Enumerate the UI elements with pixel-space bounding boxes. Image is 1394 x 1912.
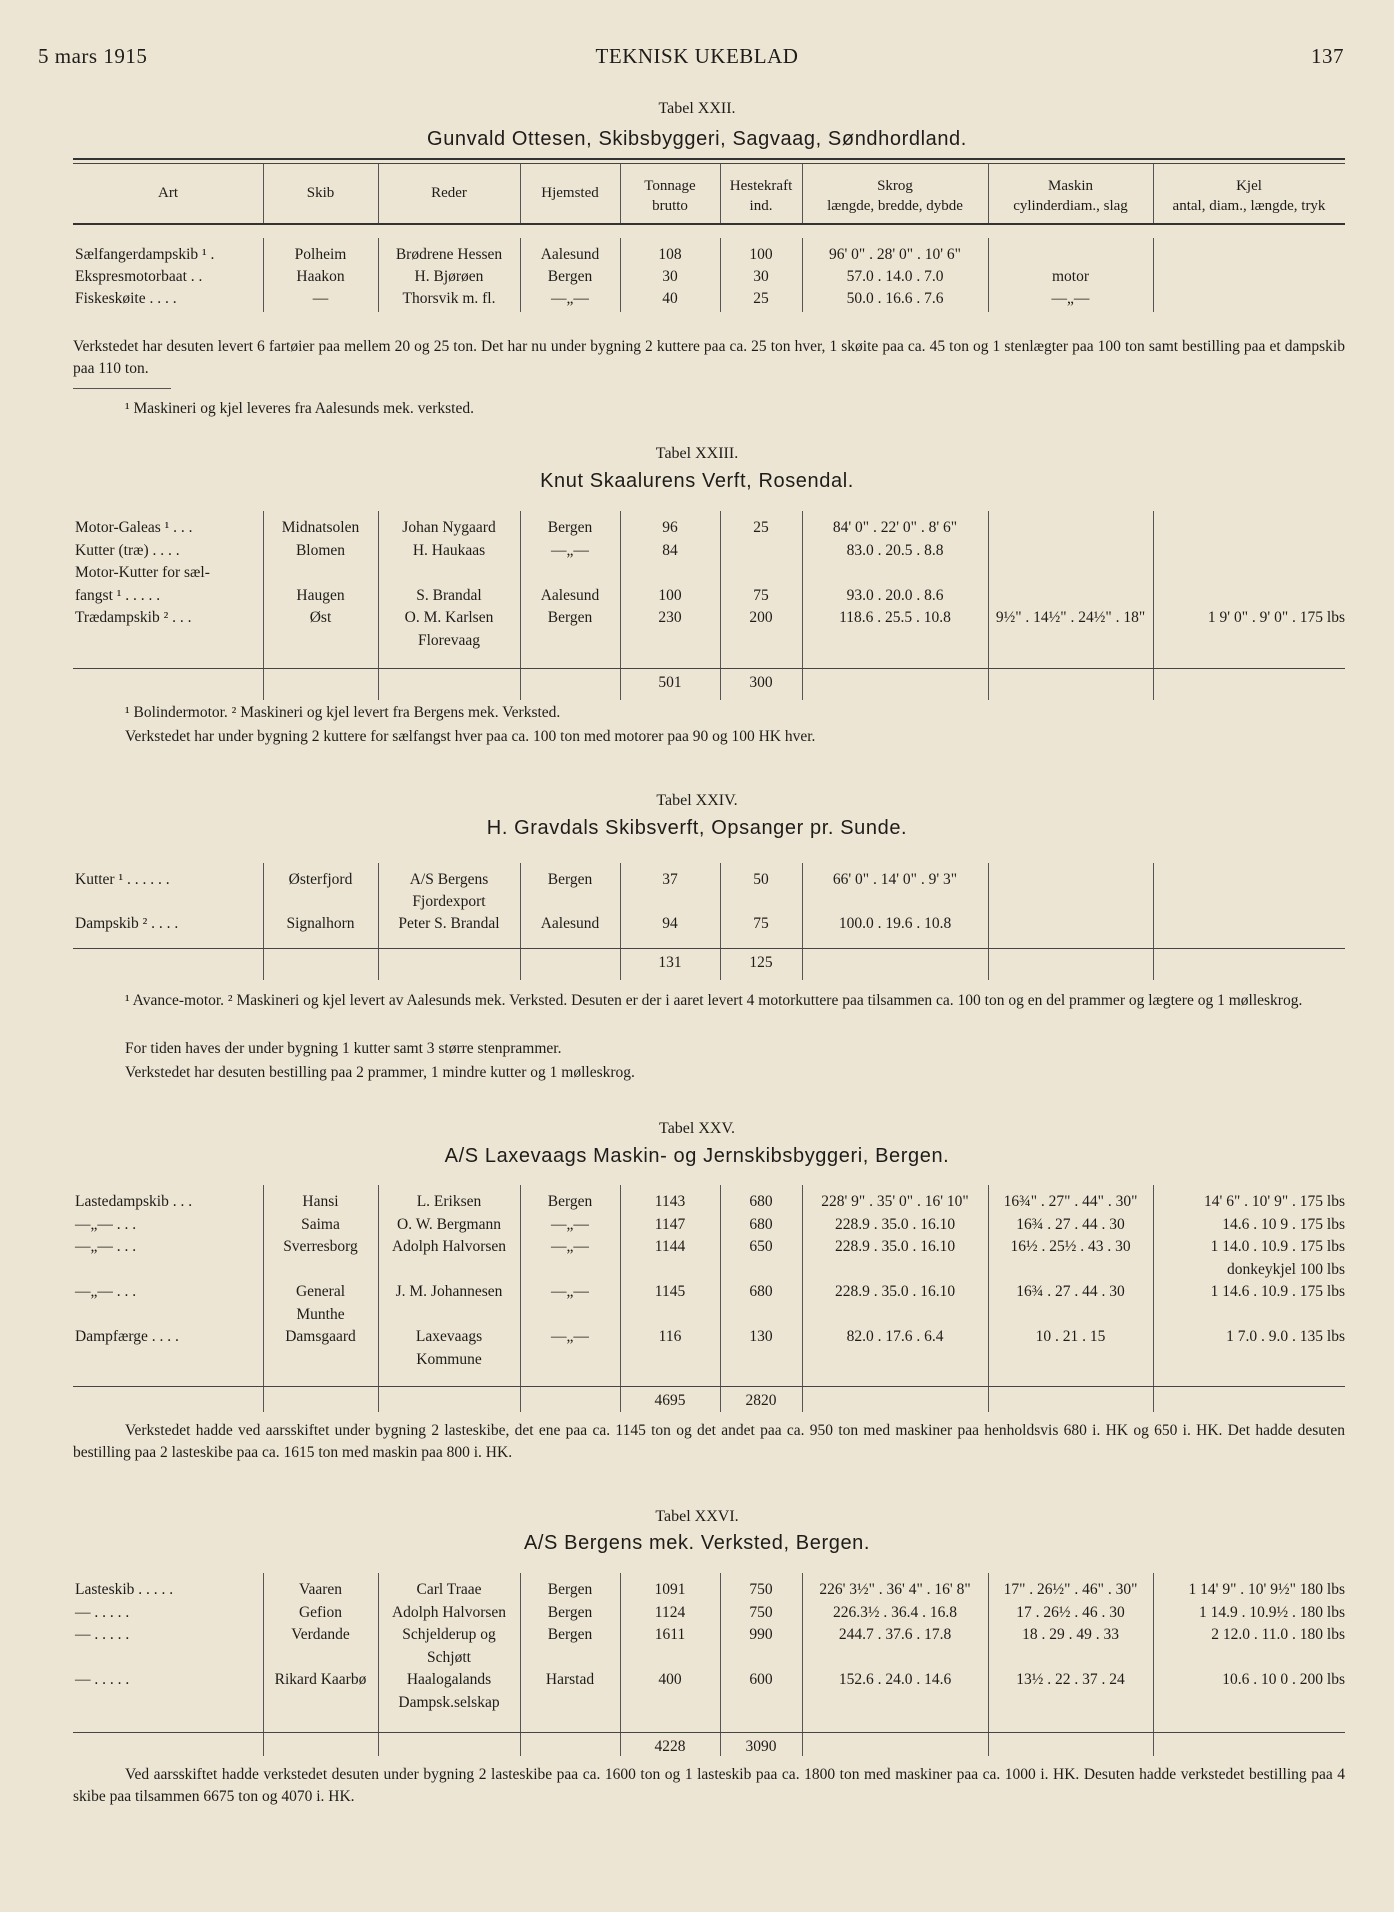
footnote-rule bbox=[73, 388, 171, 389]
table-sum-hk: 125 bbox=[749, 954, 773, 971]
table-cell-hk: 600 bbox=[749, 1671, 773, 1688]
table-cell-skrog: 228.9 . 35.0 . 16.10 bbox=[834, 1238, 956, 1255]
vline bbox=[1153, 511, 1154, 700]
table-cell-hjemsted: Bergen bbox=[547, 1626, 593, 1643]
vline bbox=[1153, 1573, 1154, 1756]
table-cell-skib: Sverresborg bbox=[283, 1238, 358, 1255]
vline bbox=[720, 1573, 721, 1756]
table-cell-reder: L. Eriksen bbox=[416, 1193, 482, 1210]
table-cell-art: —„— . . . bbox=[75, 1215, 137, 1233]
table-cell-hjemsted: Harstad bbox=[545, 1671, 595, 1688]
col-header-reder: Reder bbox=[431, 185, 467, 201]
vline bbox=[802, 863, 803, 980]
table-cell-skrog: 152.6 . 24.0 . 14.6 bbox=[838, 1671, 952, 1688]
table-cell-hjemsted: —„— bbox=[551, 1328, 589, 1345]
table-cell-reder: J. M. Johannesen bbox=[395, 1283, 503, 1300]
table-cell-maskin: 18 . 29 . 49 . 33 bbox=[1022, 1626, 1119, 1643]
col-header-skib: Skib bbox=[306, 185, 335, 201]
table-cell-hk: 130 bbox=[749, 1328, 773, 1345]
table-cell-kjel: 1 14.0 . 10.9 . 175 lbs bbox=[1210, 1238, 1345, 1255]
table-cell-tonnage: 96 bbox=[662, 519, 678, 536]
table-cell-skrog: 226' 3½" . 36' 4" . 16' 8" bbox=[819, 1581, 971, 1598]
table-25-label: Tabel XXV. bbox=[659, 1120, 735, 1137]
table-cell-hjemsted: —„— bbox=[551, 1238, 589, 1255]
table-cell-tonnage: 100 bbox=[658, 586, 682, 604]
table-cell-hk: 75 bbox=[753, 915, 769, 932]
table-cell-maskin: 13½ . 22 . 37 . 24 bbox=[1016, 1671, 1125, 1688]
table-cell-reder: H. Haukaas bbox=[412, 541, 486, 559]
table-cell-hk: 30 bbox=[753, 268, 769, 285]
table-cell-tonnage: 400 bbox=[658, 1671, 682, 1688]
table-cell-art: Lasteskib . . . . . bbox=[75, 1581, 174, 1598]
table-cell-art: Trædampskib ² . . . bbox=[75, 609, 192, 626]
vline bbox=[378, 238, 379, 312]
table-cell-art: Motor-Kutter for sæl- bbox=[75, 564, 210, 581]
table-cell-hjemsted: —„— bbox=[551, 290, 589, 307]
table-cell-hjemsted: —„— bbox=[551, 1215, 589, 1233]
table-cell-art: —„— . . . bbox=[75, 1283, 137, 1300]
vline bbox=[263, 238, 264, 312]
table-cell-reder: Laxevaags bbox=[415, 1328, 483, 1345]
table-cell-art: — . . . . . bbox=[75, 1671, 130, 1688]
table-cell-hk: 650 bbox=[749, 1238, 773, 1255]
col-header-art: Art bbox=[158, 185, 178, 201]
table-cell-art: Lastedampskib . . . bbox=[75, 1193, 193, 1210]
table-cell-reder: Fjordexport bbox=[412, 893, 486, 910]
table-cell-hk: 200 bbox=[749, 609, 773, 626]
table-cell-hk: 680 bbox=[749, 1283, 773, 1300]
table-cell-hjemsted: —„— bbox=[551, 541, 589, 559]
table-cell-maskin: 10 . 21 . 15 bbox=[1035, 1328, 1106, 1345]
col-header-kjel bbox=[1153, 176, 1345, 216]
table-cell-hjemsted: Bergen bbox=[547, 1603, 593, 1621]
table-cell-tonnage: 1147 bbox=[654, 1215, 686, 1233]
vline bbox=[263, 863, 264, 980]
table-cell-hk: 75 bbox=[753, 586, 769, 604]
table-cell-skrog: 228.9 . 35.0 . 16.10 bbox=[834, 1283, 956, 1300]
table-cell-reder: Johan Nygaard bbox=[402, 519, 496, 536]
sum-rule bbox=[73, 948, 1345, 949]
table-cell-hk: 750 bbox=[749, 1581, 773, 1598]
table-cell-skib: Østerfjord bbox=[288, 871, 353, 888]
table-cell-art: Ekspresmotorbaat . . bbox=[75, 268, 203, 285]
vline bbox=[378, 511, 379, 700]
table-cell-maskin: 16¾" . 27" . 44" . 30" bbox=[1003, 1193, 1138, 1210]
vline bbox=[378, 164, 379, 223]
table-cell-skib: Saima bbox=[301, 1215, 340, 1233]
table-cell-skib: Blomen bbox=[295, 541, 346, 559]
table-cell-hk: 100 bbox=[749, 246, 773, 263]
table-cell-art: Kutter (træ) . . . . bbox=[75, 541, 180, 559]
vline bbox=[378, 863, 379, 980]
col-header-tonnage-line2: brutto bbox=[652, 198, 688, 214]
vline bbox=[620, 1573, 621, 1756]
table-cell-skib: Midnatsolen bbox=[281, 519, 360, 536]
table-cell-tonnage: 84 bbox=[662, 541, 678, 559]
table-22-text: Verkstedet har desuten levert 6 fartøier paa mellem 20 og 25 ton. Det har nu under bygning 2 kuttere paa ca. 25 ton hver, 1 skøite paa ca. 45 ton og 1 stenlægter paa 100 ton samt bestilling paa et dampskib paa 110 ton. bbox=[73, 338, 1345, 377]
table-cell-tonnage: 1124 bbox=[654, 1603, 686, 1621]
vline bbox=[802, 511, 803, 700]
vline bbox=[520, 511, 521, 700]
vline bbox=[1153, 238, 1154, 312]
vline bbox=[988, 1573, 989, 1756]
table-cell-maskin: 16¾ . 27 . 44 . 30 bbox=[1016, 1215, 1125, 1233]
table-cell-hjemsted: Aalesund bbox=[540, 915, 600, 932]
table-23-footnote: ¹ Bolindermotor. ² Maskineri og kjel levert fra Bergens mek. Verksted. bbox=[125, 704, 561, 721]
table-cell-skrog: 93.0 . 20.0 . 8.6 bbox=[846, 586, 944, 604]
table-cell-reder: H. Bjørøen bbox=[414, 268, 484, 285]
table-cell-reder: Thorsvik m. fl. bbox=[402, 290, 496, 307]
table-cell-reder: A/S Bergens bbox=[409, 871, 489, 888]
table-sum-tonnage: 131 bbox=[658, 954, 682, 971]
table-cell-kjel: 2 12.0 . 11.0 . 180 lbs bbox=[1211, 1626, 1345, 1643]
table-cell-maskin: 16¾ . 27 . 44 . 30 bbox=[1016, 1283, 1125, 1300]
vline bbox=[620, 238, 621, 312]
col-header-skrog-line1: Skrog bbox=[877, 178, 913, 194]
table-cell-skrog: 66' 0" . 14' 0" . 9' 3" bbox=[832, 871, 958, 888]
table-cell-reder: Adolph Halvorsen bbox=[391, 1238, 507, 1255]
col-header-maskin-line2: cylinderdiam., slag bbox=[1013, 198, 1128, 214]
sum-rule bbox=[73, 1386, 1345, 1387]
vline bbox=[520, 164, 521, 223]
table-cell-skrog: 226.3½ . 36.4 . 16.8 bbox=[833, 1603, 957, 1621]
vline bbox=[1153, 1185, 1154, 1412]
table-cell-skrog: 96' 0" . 28' 0" . 10' 6" bbox=[829, 246, 961, 263]
table-cell-reder: S. Brandal bbox=[416, 586, 482, 604]
col-header-maskin-line1: Maskin bbox=[1048, 178, 1093, 194]
vline bbox=[802, 164, 803, 223]
table-cell-skib: Damsgaard bbox=[285, 1328, 356, 1345]
table-cell-skrog: 228' 9" . 35' 0" . 16' 10" bbox=[821, 1193, 969, 1210]
table-22-label: Tabel XXII. bbox=[658, 100, 736, 117]
table-cell-maskin: 16½ . 25½ . 43 . 30 bbox=[1010, 1238, 1131, 1255]
table-cell-skib: Signalhorn bbox=[286, 915, 355, 932]
table-cell-art: Kutter ¹ . . . . . . bbox=[75, 871, 170, 888]
table-cell-skib: Hansi bbox=[302, 1193, 339, 1210]
table-cell-skib: General bbox=[295, 1283, 346, 1300]
sum-rule bbox=[73, 1732, 1345, 1733]
table-cell-tonnage: 1144 bbox=[654, 1238, 686, 1255]
table-cell-skrog: 100.0 . 19.6 . 10.8 bbox=[838, 915, 952, 932]
table-cell-tonnage: 1091 bbox=[654, 1581, 686, 1598]
table-sum-tonnage: 4695 bbox=[654, 1392, 686, 1409]
table-cell-skrog: 228.9 . 35.0 . 16.10 bbox=[834, 1215, 956, 1233]
table-cell-skrog: 118.6 . 25.5 . 10.8 bbox=[839, 609, 951, 626]
vline bbox=[720, 164, 721, 223]
table-cell-hk: 50 bbox=[753, 871, 769, 888]
table-cell-art: Dampfærge . . . . bbox=[75, 1328, 179, 1345]
table-cell-hjemsted: Aalesund bbox=[540, 586, 600, 604]
table-26-text: Ved aarsskiftet hadde verkstedet desuten under bygning 2 lasteskibe paa ca. 1600 ton og 1 lasteskib paa ca. 1800 ton med maskiner paa ca. 1000 i. HK. Desuten hadde verkstedet bestilling paa 4 skibe paa tilsammen 6675 ton og 4070 i. HK. bbox=[73, 1766, 1345, 1805]
table-cell-reder: Florevaag bbox=[418, 631, 480, 649]
table-22-top-rule bbox=[73, 158, 1345, 160]
table-cell-kjel: 14' 6" . 10' 9" . 175 lbs bbox=[1204, 1193, 1345, 1210]
vline bbox=[720, 1185, 721, 1412]
table-sum-hk: 3090 bbox=[745, 1738, 777, 1755]
table-25-title: A/S Laxevaags Maskin- og Jernskibsbyggeri, Bergen. bbox=[444, 1145, 950, 1167]
table-cell-skib: Polheim bbox=[294, 246, 347, 263]
table-22-footnote: ¹ Maskineri og kjel leveres fra Aalesunds mek. verksted. bbox=[125, 400, 474, 417]
table-cell-reder: Carl Traae bbox=[416, 1581, 482, 1598]
vline bbox=[520, 1573, 521, 1756]
vline bbox=[263, 1185, 264, 1412]
table-cell-reder: O. W. Bergmann bbox=[397, 1215, 501, 1233]
table-cell-tonnage: 94 bbox=[662, 915, 678, 932]
vline bbox=[988, 1185, 989, 1412]
table-24-label: Tabel XXIV. bbox=[656, 792, 738, 809]
col-header-hestekraft-line2: ind. bbox=[749, 198, 773, 214]
table-cell-skrog: 84' 0" . 22' 0" . 8' 6" bbox=[832, 519, 958, 536]
table-cell-tonnage: 40 bbox=[662, 290, 678, 307]
col-header-tonnage-line1: Tonnage bbox=[644, 178, 696, 194]
table-23-label: Tabel XXIII. bbox=[655, 445, 739, 462]
vline bbox=[720, 511, 721, 700]
table-26-label: Tabel XXVI. bbox=[655, 1508, 739, 1525]
table-cell-kjel: 1 14' 9" . 10' 9½" 180 lbs bbox=[1188, 1581, 1345, 1598]
table-cell-maskin: 9½" . 14½" . 24½" . 18" bbox=[995, 609, 1146, 626]
table-cell-hjemsted: Bergen bbox=[547, 268, 593, 285]
table-cell-skib: Øst bbox=[309, 609, 332, 626]
table-24-title: H. Gravdals Skibsverft, Opsanger pr. Sunde. bbox=[486, 817, 908, 839]
table-cell-art: — . . . . . bbox=[75, 1626, 130, 1643]
table-cell-reder: Haalogalands bbox=[406, 1671, 492, 1688]
vline bbox=[802, 1185, 803, 1412]
table-cell-skrog: 83.0 . 20.5 . 8.8 bbox=[846, 541, 944, 559]
table-cell-hjemsted: Aalesund bbox=[540, 246, 600, 263]
table-cell-maskin: motor bbox=[1051, 268, 1090, 285]
vline bbox=[988, 863, 989, 980]
table-sum-tonnage: 4228 bbox=[654, 1738, 686, 1755]
table-cell-skib: Vaaren bbox=[298, 1581, 343, 1598]
vline bbox=[378, 1573, 379, 1756]
table-sum-hk: 300 bbox=[749, 674, 773, 691]
table-cell-art: fangst ¹ . . . . . bbox=[75, 586, 161, 604]
col-header-hestekraft-line1: Hestekraft bbox=[729, 178, 793, 194]
table-cell-skrog: 82.0 . 17.6 . 6.4 bbox=[846, 1328, 944, 1345]
header-journal: TEKNISK UKEBLAD bbox=[595, 44, 799, 68]
table-cell-reder: Dampsk.selskap bbox=[398, 1693, 500, 1711]
col-header-skrog bbox=[802, 176, 988, 216]
table-cell-hk: 990 bbox=[749, 1626, 773, 1643]
table-cell-skib: Munthe bbox=[296, 1305, 345, 1323]
vline bbox=[1153, 863, 1154, 980]
table-cell-hjemsted: Bergen bbox=[547, 1581, 593, 1598]
table-cell-kjel: 1 7.0 . 9.0 . 135 lbs bbox=[1226, 1328, 1345, 1345]
table-cell-kjel: 1 14.6 . 10.9 . 175 lbs bbox=[1210, 1283, 1345, 1300]
table-cell-kjel: donkeykjel 100 lbs bbox=[1227, 1260, 1345, 1278]
vline bbox=[988, 238, 989, 312]
table-cell-skib: Haakon bbox=[296, 268, 345, 285]
sum-rule bbox=[73, 668, 1345, 669]
vline bbox=[263, 1573, 264, 1756]
table-cell-art: Sælfangerdampskib ¹ . bbox=[75, 246, 215, 263]
table-cell-hjemsted: Bergen bbox=[547, 519, 593, 536]
table-cell-hk: 680 bbox=[749, 1215, 773, 1233]
table-cell-tonnage: 116 bbox=[658, 1328, 682, 1345]
vline bbox=[720, 238, 721, 312]
table-cell-art: Fiskeskøite . . . . bbox=[75, 290, 177, 307]
vline bbox=[1153, 164, 1154, 223]
table-cell-kjel: 14.6 . 10 9 . 175 lbs bbox=[1222, 1215, 1345, 1233]
table-cell-reder: Kommune bbox=[416, 1350, 482, 1368]
vline bbox=[802, 1573, 803, 1756]
table-sum-tonnage: 501 bbox=[658, 674, 682, 691]
vline bbox=[620, 511, 621, 700]
header-page-number: 137 bbox=[1311, 44, 1344, 68]
col-header-maskin bbox=[988, 176, 1153, 216]
col-header-kjel-line2: antal, diam., længde, tryk bbox=[1172, 198, 1326, 214]
table-cell-tonnage: 230 bbox=[658, 609, 682, 626]
table-cell-tonnage: 1145 bbox=[654, 1283, 686, 1300]
table-22-header-rule bbox=[73, 223, 1345, 225]
col-header-kjel-line1: Kjel bbox=[1236, 178, 1262, 194]
table-24-text-2: Verkstedet har desuten bestilling paa 2 prammer, 1 mindre kutter og 1 mølleskrog. bbox=[125, 1064, 635, 1081]
vline bbox=[263, 164, 264, 223]
table-cell-tonnage: 30 bbox=[662, 268, 678, 285]
table-cell-kjel: 10.6 . 10 0 . 200 lbs bbox=[1222, 1671, 1345, 1688]
table-cell-skrog: 50.0 . 16.6 . 7.6 bbox=[846, 290, 944, 307]
vline bbox=[520, 1185, 521, 1412]
table-cell-kjel: 1 14.9 . 10.9½ . 180 lbs bbox=[1199, 1603, 1345, 1621]
table-23-text: Verkstedet har under bygning 2 kuttere for sælfangst hver paa ca. 100 ton med motorer paa 90 og 100 HK hver. bbox=[125, 728, 816, 745]
col-header-hestekraft bbox=[720, 176, 802, 216]
table-cell-reder: Brødrene Hessen bbox=[395, 246, 503, 263]
vline bbox=[988, 164, 989, 223]
table-25-text: Verkstedet hadde ved aarsskiftet under bygning 2 lasteskibe, det ene paa ca. 1145 ton og det andet paa ca. 950 ton med maskiner paa henholdsvis 680 i. HK og 650 i. HK. Det hadde desuten bestilling paa 2 lasteskibe paa ca. 1615 ton med maskin paa 800 i. HK. bbox=[73, 1422, 1345, 1461]
table-cell-art: — . . . . . bbox=[75, 1603, 130, 1621]
vline bbox=[378, 1185, 379, 1412]
col-header-tonnage bbox=[620, 176, 720, 216]
table-22-title: Gunvald Ottesen, Skibsbyggeri, Sagvaag, Søndhordland. bbox=[427, 128, 967, 150]
table-cell-art: Dampskib ² . . . . bbox=[75, 915, 179, 932]
table-cell-hjemsted: Bergen bbox=[547, 609, 593, 626]
table-24-footnote: ¹ Avance-motor. ² Maskineri og kjel levert av Aalesunds mek. Verksted. Desuten er der i aaret levert 4 motorkuttere paa tilsammen ca. 100 ton og en del prammer og lægtere og 1 mølleskrog. bbox=[125, 992, 1303, 1009]
vline bbox=[520, 238, 521, 312]
table-cell-reder: Peter S. Brandal bbox=[398, 915, 500, 932]
vline bbox=[620, 164, 621, 223]
table-cell-hjemsted: —„— bbox=[551, 1283, 589, 1300]
table-cell-tonnage: 108 bbox=[658, 246, 682, 263]
col-header-hjemsted: Hjemsted bbox=[541, 185, 599, 201]
table-cell-maskin: —„— bbox=[1051, 290, 1090, 307]
table-cell-hjemsted: Bergen bbox=[547, 1193, 593, 1210]
table-cell-skib: Rikard Kaarbø bbox=[274, 1671, 367, 1688]
table-cell-reder: Adolph Halvorsen bbox=[391, 1603, 507, 1621]
table-cell-kjel: 1 9' 0" . 9' 0" . 175 lbs bbox=[1207, 609, 1345, 626]
table-cell-skib: Gefion bbox=[298, 1603, 343, 1621]
vline bbox=[520, 863, 521, 980]
table-cell-skib: Haugen bbox=[296, 586, 345, 604]
vline bbox=[988, 511, 989, 700]
table-cell-tonnage: 1143 bbox=[654, 1193, 686, 1210]
table-cell-skib: Verdande bbox=[291, 1626, 350, 1643]
table-26-title: A/S Bergens mek. Verksted, Bergen. bbox=[523, 1532, 871, 1554]
vline bbox=[620, 1185, 621, 1412]
table-cell-hk: 750 bbox=[749, 1603, 773, 1621]
table-23-title: Knut Skaalurens Verft, Rosendal. bbox=[540, 470, 854, 492]
table-24-text-1: For tiden haves der under bygning 1 kutter samt 3 større stenprammer. bbox=[125, 1040, 562, 1057]
table-cell-art: Motor-Galeas ¹ . . . bbox=[75, 519, 193, 536]
table-cell-hk: 25 bbox=[753, 290, 769, 307]
table-cell-reder: O. M. Karlsen bbox=[404, 609, 494, 626]
vline bbox=[263, 511, 264, 700]
table-cell-reder: Schjelderup og bbox=[402, 1626, 496, 1643]
col-header-skrog-line2: længde, bredde, dybde bbox=[827, 198, 963, 214]
table-cell-hjemsted: Bergen bbox=[547, 871, 593, 888]
table-cell-hk: 25 bbox=[753, 519, 769, 536]
table-cell-reder: Schjøtt bbox=[427, 1648, 471, 1666]
table-cell-skib: — bbox=[312, 290, 329, 307]
table-cell-skrog: 57.0 . 14.0 . 7.0 bbox=[846, 268, 944, 285]
table-sum-hk: 2820 bbox=[745, 1392, 777, 1409]
table-cell-art: —„— . . . bbox=[75, 1238, 137, 1255]
table-cell-skrog: 244.7 . 37.6 . 17.8 bbox=[838, 1626, 952, 1643]
vline bbox=[802, 238, 803, 312]
table-cell-hk: 680 bbox=[749, 1193, 773, 1210]
table-cell-tonnage: 37 bbox=[662, 871, 678, 888]
table-cell-maskin: 17 . 26½ . 46 . 30 bbox=[1016, 1603, 1125, 1621]
table-cell-tonnage: 1611 bbox=[654, 1626, 686, 1643]
header-date: 5 mars 1915 bbox=[38, 44, 148, 68]
table-cell-maskin: 17" . 26½" . 46" . 30" bbox=[1003, 1581, 1138, 1598]
